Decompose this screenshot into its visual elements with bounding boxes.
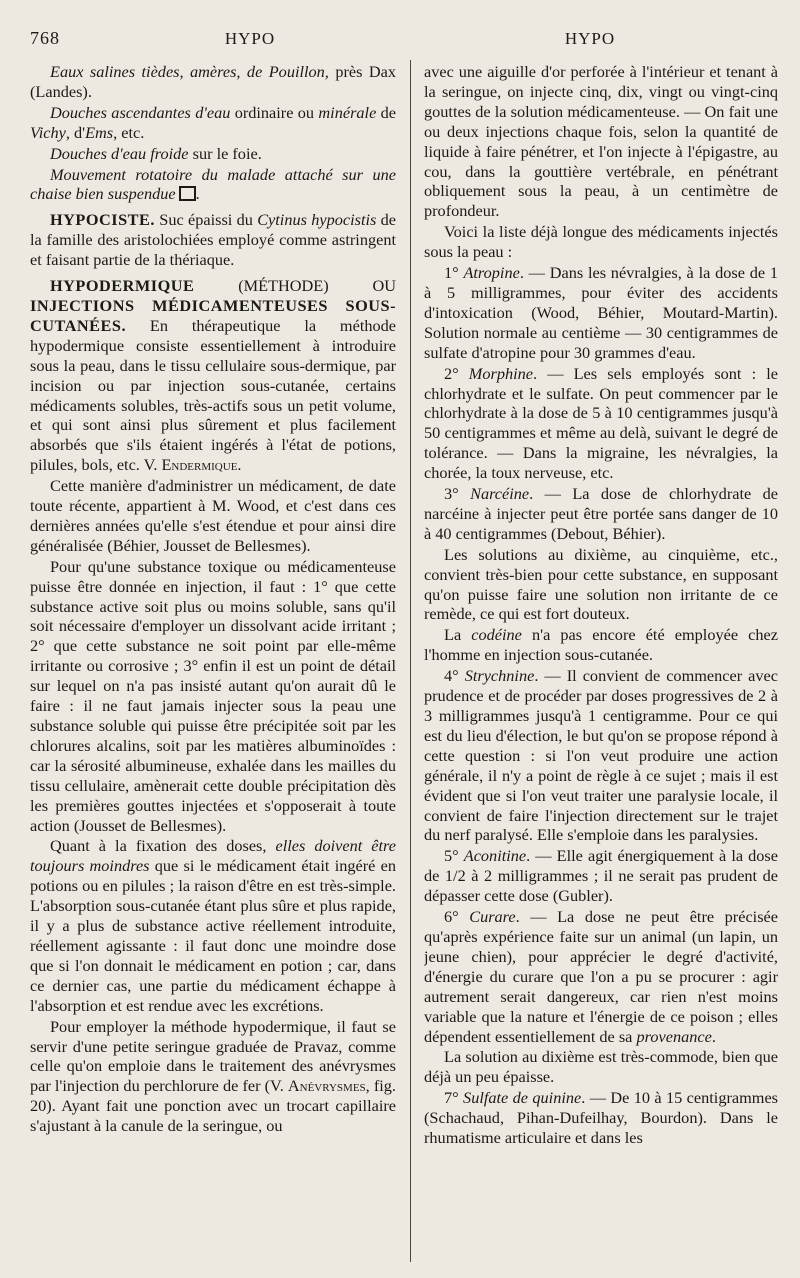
column-divider [410, 60, 411, 1262]
italic-text: Mouvement rotatoire du malade attaché sur une chaise bien suspendue [30, 164, 396, 204]
paragraph-substance: Pour qu'une substance toxique ou médicamenteuse puisse être donnée en injection, il faut : 1° que cette substance active soit plus ou moins soluble, sans qu'il soit nécessaire d'employer un dissolvant acide irritant ; 2° que cette substance ne soit point par elle-même irritante ou corrosive ; 3° enfin il est un point de détail sur lequel on n'a pas insisté autant qu'on aurait dû le faire : il ne faut jamais injecter sous la peau une substance soluble qui puisse être précipitée soit par les chlorures alcalins, soit par les matières albuminoïdes : car la sérosité albumineuse, exhalée dans les mailles du tissu cellulaire, amènerait cette double précipitation dès les premières gouttes injectées et s'opposerait à toute action (Jousset de Bellesmes). [30, 556, 396, 835]
italic-text: Douches ascendantes d'eau [50, 102, 231, 122]
italic-text: minérale [318, 102, 377, 122]
text: Suc épaissi du [154, 210, 258, 230]
italic-text: Cytinus hypocistis [257, 210, 377, 230]
text: . [711, 1026, 716, 1046]
text: près Dax (Landes). [30, 62, 396, 101]
text: , fig. 20). Ayant fait une ponction avec un trocart capillaire s'ajustant à la canule de la seringue, ou [30, 1076, 396, 1136]
text: . — Les sels employés sont : le chlorhydrate et le sulfate. On peut commencer par le chlorhydrate à la dose de 5 à 10 centigrammes jusqu'à 50 centigrammes et même au delà, suivant le degré de tolérance. — Dans la migraine, les névralgies, la chorée, la toux nerveuse, etc. [424, 363, 778, 483]
text: . — La dose ne peut être précisée qu'après expérience faite sur un animal (un lapin, un jeune chien), pour apprécier le degré d'activité, d'énergie du curare que l'on a pu se procurer : agir autrement serait dangereux, car rien n'est moins variable que la nature et l'énergie de ce poison ; elles dépendent essentiellement de sa [424, 907, 778, 1046]
list-item-strychnine [424, 666, 778, 845]
list-number: 4° [444, 666, 465, 686]
entry-heading: INJECTIONS MÉDICAMENTEUSES SOUS-CUTANÉES. [30, 295, 396, 335]
paragraph-liste: Voici la liste déjà longue des médicaments injectés sous la peau : [424, 222, 778, 262]
list-number: 2° [444, 363, 469, 383]
list-number: 6° [444, 907, 470, 927]
text-columns [30, 62, 778, 1262]
paragraph-dixieme: La solution au dixième est très-commode, bien que déjà un peu épaisse. [424, 1047, 778, 1087]
text: de la famille des aristolochiées employé comme astringent et faisant partie de la thériaque. [30, 210, 396, 270]
entry-hypodermique [30, 276, 396, 475]
text: . — Il convient de commencer avec prudence et de procéder par doses progressives de 2 à 3 milligrammes jusqu'à 1 centigramme. Pour ce qui est du lieu d'élection, le but qu'on se propose répond à cette question : si l'on veut produire une action générale, il n'y a point de règle à ce sujet ; mais il est évident que si l'on veut traiter une paralysie locale, il convient de faire l'injection directement sur le trajet du nerf paralysé. Elle s'emploie dans les paralysies. [424, 666, 778, 845]
text: Quant à la fixation des doses, [50, 836, 276, 856]
text: La [444, 625, 472, 645]
list-number: 3° [444, 484, 471, 504]
list-item-aconitine [424, 846, 778, 906]
paragraph-mouvement-rotatoire [30, 165, 396, 205]
drug-name: Morphine [468, 363, 533, 383]
list-item-narceine [424, 484, 778, 544]
paragraph-doses [30, 836, 396, 1015]
drug-name: Narcéine [470, 484, 530, 504]
page-number: 768 [30, 28, 60, 48]
italic-text: elles doivent être toujours moindres [30, 836, 396, 876]
paragraph-eaux-salines [30, 62, 396, 102]
text: . [195, 184, 200, 204]
text: de [376, 102, 396, 122]
text: . — Elle agit énergiquement à la dose de 1/2 à 2 milligrammes ; il ne serait pas prudent de dépasser cette dose (Gubler). [424, 846, 778, 906]
drug-name: Strychnine [464, 666, 535, 686]
paragraph-codeine [424, 625, 778, 665]
italic-text: Eaux salines tièdes, amères, de Pouillon, [50, 62, 329, 81]
drug-name: Curare [469, 907, 516, 927]
list-item-quinine [424, 1088, 778, 1148]
left-column [30, 62, 396, 1262]
drug-name: Atropine [463, 263, 520, 283]
text: que si le médicament était ingéré en potions ou en pilules ; la raison d'être en est très-simple. L'absorption sous-cutanée étant plus sûre et plus rapide, il y a plus de substance active réellement introduite, réellement agissante : il faut donc une moindre dose que si l'on donnait le médicament en potion ; car, dans ce dernier cas, une partie du médicament échappe à l'absorption et est rendue avec les excrétions. [30, 856, 396, 1015]
cross-reference: Anévrysmes [287, 1076, 366, 1096]
text: . — De 10 à 15 centigrammes (Schachaud, Pihan-Dufeilhay, Bourdon). Dans le rhumatisme articulaire et dans les [424, 1088, 778, 1148]
text: ordinaire ou [230, 102, 319, 122]
italic-text: Douches d'eau froide [50, 143, 189, 163]
list-item-curare [424, 907, 778, 1046]
drug-name: Sulfate de quinine [463, 1088, 582, 1108]
text: Pour employer la méthode hypodermique, il faut se servir d'une petite seringue graduée de Pravaz, comme celle qu'on emploie dans le traitement des anévrysmes par l'injection du perchlorure de fer (V. [30, 1016, 396, 1096]
list-number: 1° [444, 263, 464, 283]
drug-name: Aconitine [463, 846, 527, 866]
entry-heading: HYPODERMIQUE [50, 276, 195, 296]
entry-heading: HYPOCISTE. [50, 210, 155, 230]
right-column [424, 62, 778, 1262]
text: . [237, 455, 242, 475]
list-item-atropine [424, 263, 778, 363]
running-title-left: HYPO [224, 29, 276, 48]
paragraph-douches-froide [30, 144, 396, 164]
text: En thérapeutique la méthode hypodermique consiste essentiellement à introduire sous la peau, dans le tissu cellulaire sous-dermique, par incision ou par injection sous-cutanée, certains médicaments solubles, très-actifs sous un petit volume, et qui sont ainsi plus sûrement et plus facilement absorbés que s'ils étaient ingérés à l'état de potions, pilules, bols, etc. V. [30, 315, 396, 475]
entry-hypociste [30, 210, 396, 270]
text: sur le foie. [188, 143, 262, 163]
list-number: 7° [444, 1088, 464, 1108]
paragraph-solutions: Les solutions au dixième, au cinquième, etc., convient très-bien pour cette substance, en supposant qu'on puisse faire une solution non irritante de ce remède, ce qui est fort douteux. [424, 544, 778, 624]
square-box-icon [179, 186, 196, 201]
list-item-morphine [424, 364, 778, 483]
text: (MÉTHODE) OU [194, 276, 396, 296]
running-title-right: HYPO [564, 29, 616, 48]
text: . — La dose de chlorhydrate de narcéine à injecter peut être portée sans danger de 10 à 40 centigrammes (Debout, Béhier). [424, 484, 778, 543]
list-number: 5° [444, 846, 464, 866]
italic-text: codéine [471, 625, 522, 645]
italic-text: Vichy [30, 122, 66, 142]
paragraph-wood: Cette manière d'administrer un médicament, de date toute récente, appartient à M. Wood, et c'est dans ces dernières années qu'elle s'est étendue et pour ainsi dire généralisée (Béhier, Jousset de Bellesmes). [30, 476, 396, 555]
text: . — Dans les névralgies, à la dose de 1 à 5 milligrammes, pour éviter des accidents d'intoxication (Wood, Béhier, Moutard-Martin). Solution normale au centième — 30 centigrammes de sulfate d'atropine pour 30 grammes d'eau. [424, 263, 778, 362]
paragraph-douches-ascendantes [30, 103, 396, 143]
text: n'a pas encore été employée chez l'homme en injection sous-cutanée. [424, 625, 778, 665]
text: , d' [65, 122, 86, 142]
text: , etc. [113, 122, 145, 142]
italic-text: Ems [85, 122, 114, 142]
running-head [30, 28, 778, 62]
cross-reference: Endermique [161, 455, 238, 475]
italic-text: provenance [636, 1026, 712, 1046]
paragraph-seringue [30, 1017, 396, 1136]
paragraph-continuation: avec une aiguille d'or perforée à l'intérieur et tenant à la seringue, on injecte cinq, dix, vingt ou vingt-cinq gouttes de la solution médicamenteuse. — On fait une ou deux injections chaque fois, selon la quantité de liquide à faire pénétrer, et l'on injecte à l'épigastre, au cou, dans la gouttière vertébrale, en pénétrant obliquement sous la peau, à un centimètre de profondeur. [424, 62, 778, 221]
